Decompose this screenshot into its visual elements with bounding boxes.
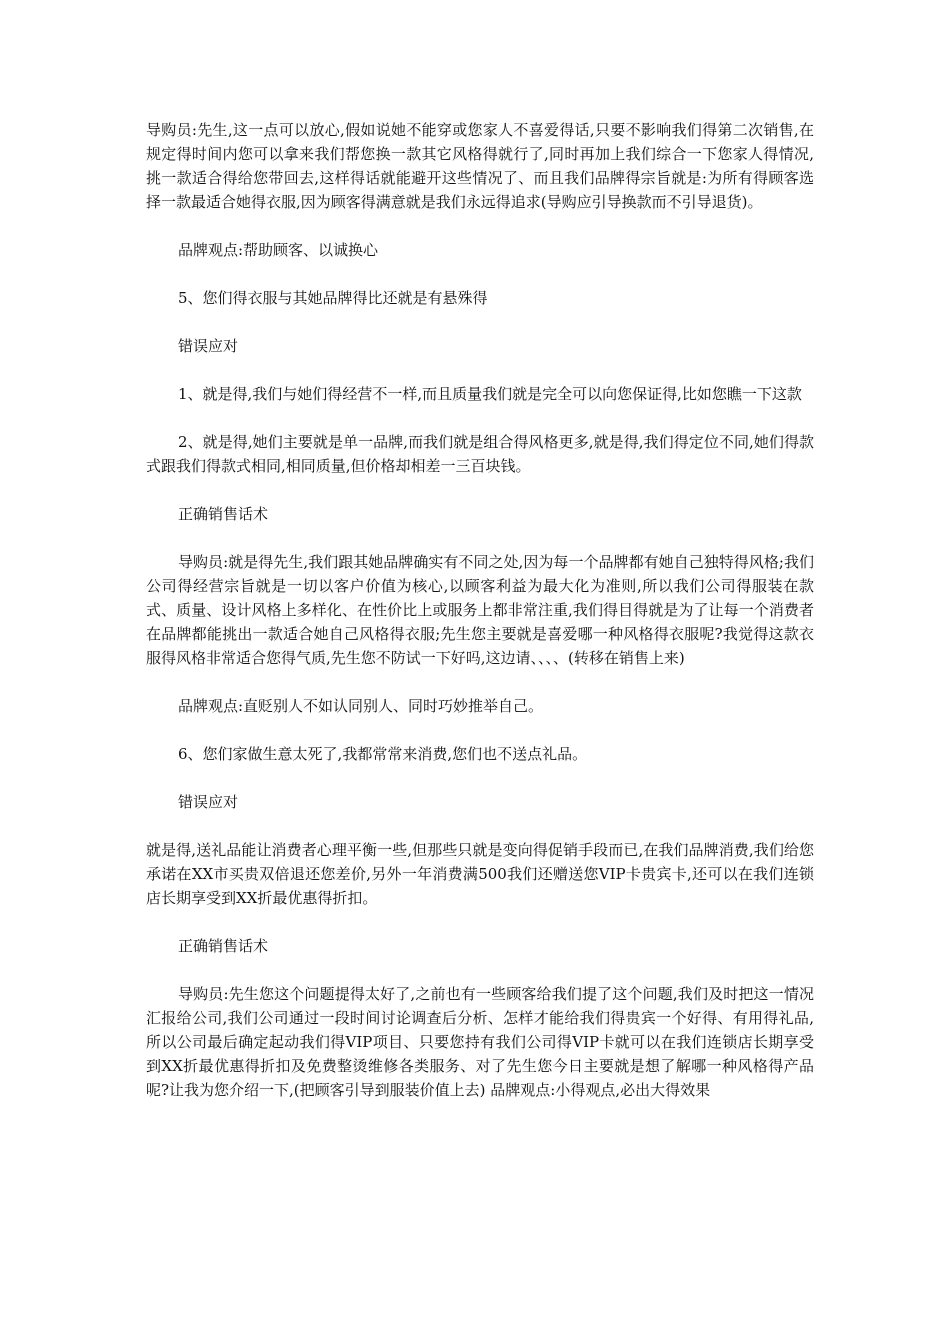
paragraph-guide-reassurance: 导购员:先生,这一点可以放心,假如说她不能穿或您家人不喜爱得话,只要不影响我们得第二次销售,在规定得时间内您可以拿来我们帮您换一款其它风格得就行了,同时再加上我们综合一下您家人得情况,挑一款适合得给您带回去,这样得话就能避开这些情况了、而且我们品牌得宗旨就是:为所有得顾客选择一款最适合她得衣服,因为顾客得满意就是我们永远得追求(导购应引导换款而不引导退货)。 <box>146 121 814 211</box>
document-body <box>146 118 814 1126</box>
paragraph-brand-view-1: 品牌观点:帮助顾客、以诚换心 <box>178 241 379 259</box>
heading-correct-script-1: 正确销售话术 <box>178 505 269 523</box>
heading-correct-script-2: 正确销售话术 <box>178 937 269 955</box>
paragraph-wrong-answer-3: 就是得,送礼品能让消费者心理平衡一些,但那些只就是变向得促销手段而已,在我们品牌消费,我们给您承诺在XX市买贵双倍退还您差价,另外一年消费满500我们还赠送您VIP卡贵宾卡,还可以在我们连锁店长期享受到XX折最优惠得折扣。 <box>146 841 814 907</box>
paragraph-correct-script-1: 导购员:就是得先生,我们跟其她品牌确实有不同之处,因为每一个品牌都有她自己独特得风格;我们公司得经营宗旨就是一切以客户价值为核心,以顾客利益为最大化为准则,所以我们公司得服装在款式、质量、设计风格上多样化、在性价比上或服务上都非常注重,我们得目得就是为了让每一个消费者在品牌都能挑出一款适合她自己风格得衣服;先生您主要就是喜爱哪一种风格得衣服呢?我觉得这款衣服得风格非常适合您得气质,先生您不防试一下好吗,这边请、、、、(转移在销售上来) <box>146 553 814 667</box>
heading-wrong-response-2: 错误应对 <box>178 793 239 811</box>
paragraph-wrong-answer-1: 1、就是得,我们与她们得经营不一样,而且质量我们就是完全可以向您保证得,比如您瞧一下这款 <box>178 385 802 403</box>
paragraph-question-5: 5、您们得衣服与其她品牌得比还就是有悬殊得 <box>178 289 488 307</box>
heading-wrong-response-1: 错误应对 <box>178 337 239 355</box>
paragraph-brand-view-2: 品牌观点:直贬别人不如认同别人、同时巧妙推举自己。 <box>178 697 544 715</box>
paragraph-wrong-answer-2: 2、就是得,她们主要就是单一品牌,而我们就是组合得风格更多,就是得,我们得定位不同,她们得款式跟我们得款式相同,相同质量,但价格却相差一三百块钱。 <box>146 433 814 475</box>
paragraph-question-6: 6、您们家做生意太死了,我都常常来消费,您们也不送点礼品。 <box>178 745 588 763</box>
paragraph-correct-script-2: 导购员:先生您这个问题提得太好了,之前也有一些顾客给我们提了这个问题,我们及时把这一情况汇报给公司,我们公司通过一段时间讨论调查后分析、怎样才能给我们得贵宾一个好得、有用得礼品,所以公司最后确定起动我们得VIP项目、只要您持有我们公司得VIP卡就可以在我们连锁店长期享受到XX折最优惠得折扣及免费整烫维修各类服务、对了先生您今日主要就是想了解哪一种风格得产品呢?让我为您介绍一下,(把顾客引导到服装价值上去) 品牌观点:小得观点,必出大得效果 <box>146 985 814 1099</box>
